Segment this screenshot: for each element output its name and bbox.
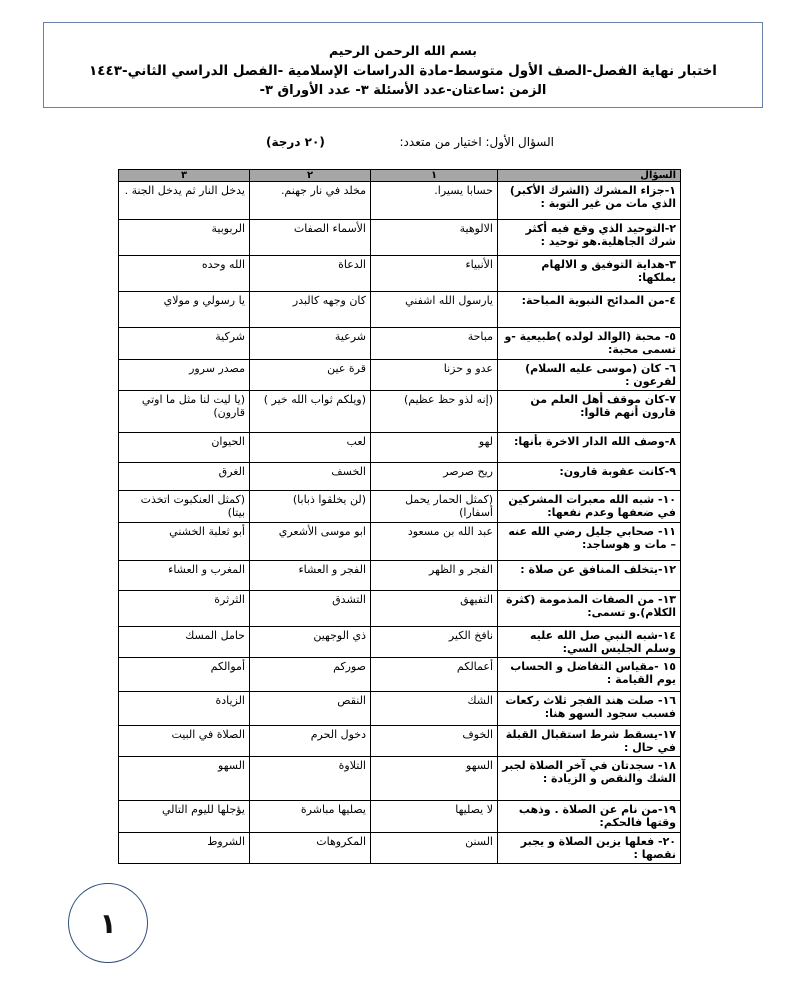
question-cell: ٤-من المدائح النبوية المباحة: (498, 292, 681, 328)
option-2-cell: مخلد في نار جهنم. (250, 182, 371, 220)
option-1-cell: التفيهق (371, 591, 498, 627)
option-1-cell: السهو (371, 757, 498, 801)
option-3-cell: حامل المسك (119, 627, 250, 658)
mcq-table (118, 169, 681, 864)
question-cell: ١-جزاء المشرك (الشرك الأكبر) الذي مات من غير التوبة : (498, 182, 681, 220)
header-option-1: ١ (371, 170, 498, 182)
option-1-cell: (إنه لذو حظ عظيم) (371, 391, 498, 433)
table-row (119, 328, 681, 360)
exam-header-box (43, 22, 763, 108)
option-2-cell: التشدق (250, 591, 371, 627)
question-cell: ٣-هداية التوفيق و الالهام يملكها: (498, 256, 681, 292)
header-option-2: ٢ (250, 170, 371, 182)
option-3-cell: الزيادة (119, 692, 250, 726)
option-3-cell: الثرثرة (119, 591, 250, 627)
option-2-cell: الخسف (250, 463, 371, 491)
option-1-cell: نافخ الكير (371, 627, 498, 658)
option-3-cell: السهو (119, 757, 250, 801)
exam-title: اختبار نهاية الفصل-الصف الأول متوسط-مادة الدراسات الإسلامية -الفصل الدراسي الثاني-١٤٤٣ (89, 63, 717, 79)
question-cell: ١٤-شبه النبي صل الله عليه وسلم الجليس السي: (498, 627, 681, 658)
option-1-cell: أعمالكم (371, 658, 498, 692)
question-cell: ٨-وصف الله الدار الاخرة بأنها: (498, 433, 681, 463)
table-row (119, 523, 681, 561)
question-cell: ١٥ -مقياس التفاضل و الحساب يوم القيامة : (498, 658, 681, 692)
option-1-cell: الأنبياء (371, 256, 498, 292)
table-row (119, 292, 681, 328)
option-1-cell: حسابا يسيرا. (371, 182, 498, 220)
option-3-cell: الصلاة في البيت (119, 726, 250, 757)
option-1-cell: يارسول الله اشفني (371, 292, 498, 328)
option-2-cell: (لن يخلقوا ذبابا) (250, 491, 371, 523)
table-row (119, 757, 681, 801)
exam-info: الزمن :ساعتان-عدد الأسئلة ٣- عدد الأوراق ٣- (259, 83, 547, 98)
table-row (119, 658, 681, 692)
table-row (119, 833, 681, 864)
option-1-cell: السنن (371, 833, 498, 864)
question-cell: ٢٠- فعلها يزين الصلاة و يجبر نقصها : (498, 833, 681, 864)
table-row (119, 256, 681, 292)
table-row (119, 692, 681, 726)
option-1-cell: الالوهية (371, 220, 498, 256)
option-3-cell: مصدر سرور (119, 360, 250, 391)
question-cell: ١٠- شبه الله معبرات المشركين في ضعفها وعدم نفعها: (498, 491, 681, 523)
option-2-cell: ذي الوجهين (250, 627, 371, 658)
option-3-cell: (كمثل العنكبوت اتخذت بيتا) (119, 491, 250, 523)
option-1-cell: مباحة (371, 328, 498, 360)
option-2-cell: صوركم (250, 658, 371, 692)
option-3-cell: الشروط (119, 833, 250, 864)
question-cell: ١١- صحابي جليل رضي الله عنه – مات و هوساجد: (498, 523, 681, 561)
option-1-cell: الشك (371, 692, 498, 726)
option-2-cell: الفجر و العشاء (250, 561, 371, 591)
question-cell: ١٦- صلت هند الفجر ثلاث ركعات فسبب سجود السهو هنا: (498, 692, 681, 726)
question-cell: ١٩-من نام عن الصلاة . وذهب وقتها فالحكم: (498, 801, 681, 833)
option-1-cell: عدو و حزنا (371, 360, 498, 391)
option-2-cell: ابو موسى الأشعري (250, 523, 371, 561)
option-2-cell: يصليها مباشرة (250, 801, 371, 833)
question-heading: السؤال الأول: اختيار من متعدد: (399, 135, 554, 149)
page-number-circle (68, 883, 148, 963)
option-2-cell: (ويلكم ثواب الله خير ) (250, 391, 371, 433)
question-cell: ٥- محبة (الوالد لولده )طبيعية -و تسمى محبة: (498, 328, 681, 360)
question-cell: ١٢-يتخلف المنافق عن صلاة : (498, 561, 681, 591)
question-cell: ٦- كان (موسى عليه السلام) لفرعون : (498, 360, 681, 391)
question-cell: ٧-كان موقف أهل العلم من قارون أنهم قالوا: (498, 391, 681, 433)
question-cell: ١٣- من الصفات المذمومة (كثرة الكلام).و تسمى: (498, 591, 681, 627)
table-row (119, 391, 681, 433)
option-3-cell: أموالكم (119, 658, 250, 692)
table-row (119, 463, 681, 491)
option-1-cell: الخوف (371, 726, 498, 757)
table-row (119, 801, 681, 833)
option-1-cell: (كمثل الحمار يحمل أسفارا) (371, 491, 498, 523)
question-cell: ٢-التوحيد الذي وقع فيه أكثر شرك الجاهلية.هو توحيد : (498, 220, 681, 256)
option-2-cell: التلاوة (250, 757, 371, 801)
option-3-cell: (يا ليت لنا مثل ما اوتي قارون) (119, 391, 250, 433)
option-2-cell: كان وجهه كالبدر (250, 292, 371, 328)
option-3-cell: شركية (119, 328, 250, 360)
option-3-cell: الربوبية (119, 220, 250, 256)
option-2-cell: الأسماء الصفات (250, 220, 371, 256)
header-question: السؤال (498, 170, 681, 182)
question-cell: ١٧-يسقط شرط استقبال القبلة في حال : (498, 726, 681, 757)
option-2-cell: قرة عين (250, 360, 371, 391)
table-row (119, 726, 681, 757)
grade-note: (٢٠ درجة) (266, 135, 325, 149)
option-2-cell: لعب (250, 433, 371, 463)
option-1-cell: لهو (371, 433, 498, 463)
option-1-cell: الفجر و الظهر (371, 561, 498, 591)
option-2-cell: المكروهات (250, 833, 371, 864)
basmala: بسم الله الرحمن الرحيم (329, 43, 477, 58)
table-row (119, 220, 681, 256)
option-3-cell: يؤجلها لليوم التالي (119, 801, 250, 833)
table-row (119, 360, 681, 391)
table-row (119, 627, 681, 658)
question-cell: ٩-كانت عقوبة قارون: (498, 463, 681, 491)
option-2-cell: دخول الحرم (250, 726, 371, 757)
option-3-cell: أبو ثعلبة الخشني (119, 523, 250, 561)
header-option-3: ٣ (119, 170, 250, 182)
option-3-cell: الله وحده (119, 256, 250, 292)
option-3-cell: يدخل النار ثم يدخل الجنة . (119, 182, 250, 220)
table-row (119, 182, 681, 220)
option-1-cell: ريح صرصر (371, 463, 498, 491)
option-3-cell: الحيوان (119, 433, 250, 463)
table-row (119, 591, 681, 627)
table-header-row (119, 170, 681, 182)
table-row (119, 491, 681, 523)
option-3-cell: الغرق (119, 463, 250, 491)
question-cell: ١٨- سجدتان في آخر الصلاة لجبر الشك والنقص و الزيادة : (498, 757, 681, 801)
page-number: ١ (99, 906, 117, 940)
option-2-cell: النقص (250, 692, 371, 726)
option-1-cell: لا يصليها (371, 801, 498, 833)
option-1-cell: عبد الله بن مسعود (371, 523, 498, 561)
table-row (119, 561, 681, 591)
option-2-cell: الدعاة (250, 256, 371, 292)
table-row (119, 433, 681, 463)
option-3-cell: المغرب و العشاء (119, 561, 250, 591)
option-2-cell: شرعية (250, 328, 371, 360)
option-3-cell: يا رسولي و مولاي (119, 292, 250, 328)
